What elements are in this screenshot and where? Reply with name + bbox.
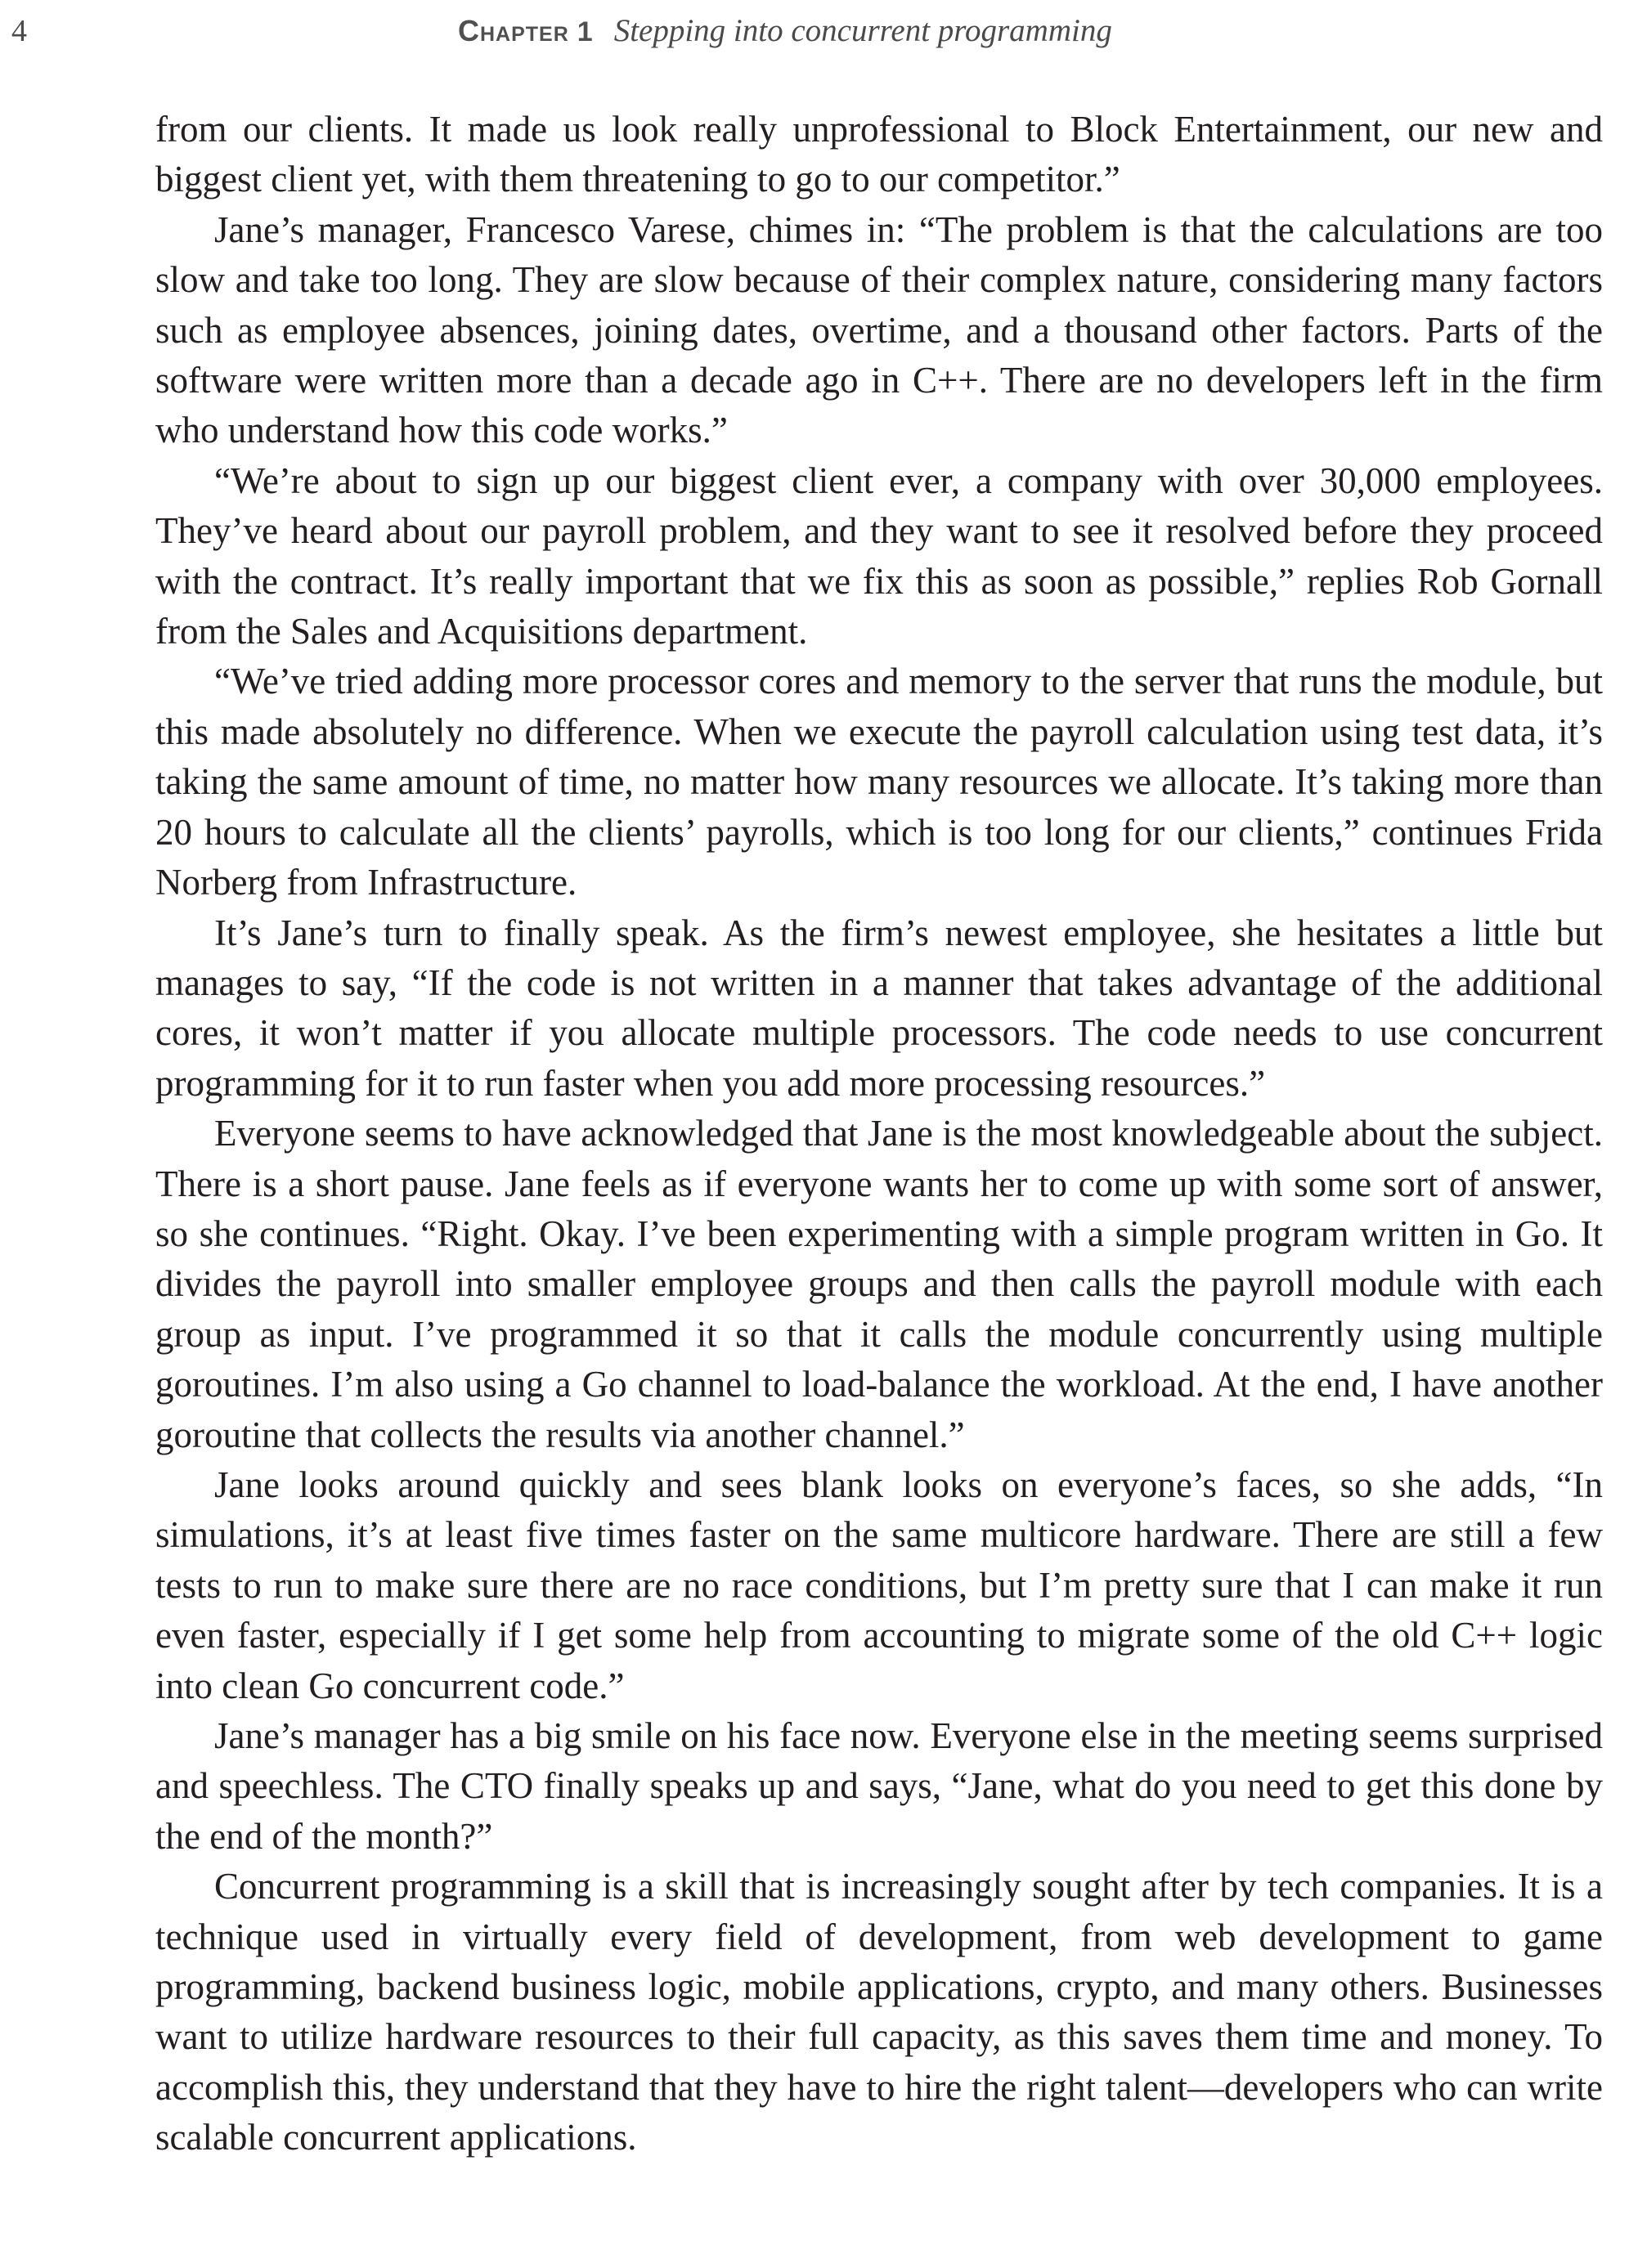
paragraph: Everyone seems to have acknowledged that Jane is the most knowledgeable about the subject. There is a short pause. Jane feels as if everyone wants her to come up with some sort of answer, so she continues. “Right. Okay. I’ve been experimenting with a simple program written in Go. It divides the payroll into smaller employee groups and then calls the payroll module with each group as input. I’ve programmed it so that it calls the module concurrently using multiple goroutines. I’m also using a Go channel to load-balance the workload. At the end, I have another goroutine that collects the results via another channel.”	[155, 1113, 1603, 1455]
paragraph: Jane looks around quickly and sees blank looks on everyone’s faces, so she adds, “In simulations, it’s at least five times faster on the same multicore hardware. There are still a few tests to run to make sure there are no race conditions, but I’m pretty sure that I can make it run even faster, especially if I get some help from accounting to migrate some of the old C++ logic into clean Go concurrent code.”	[155, 1463, 1603, 1706]
paragraph: “We’ve tried adding more processor cores and memory to the server that runs the module, but this made absolutely no difference. When we execute the payroll calculation using test data, it’s taking the same amount of time, no matter how many resources we allocate. It’s taking more than 20 hours to calculate all the clients’ payrolls, which is too long for our clients,” continues Frida Norberg from Infrastructure.	[155, 661, 1603, 903]
chapter-number: 1	[577, 16, 593, 47]
running-head	[0, 10, 1647, 52]
paragraph-continued: from our clients. It made us look really unprofessional to Block Entertainment, our new and biggest client yet, with them threatening to go to our competitor.”	[155, 109, 1603, 200]
body-text	[155, 105, 1603, 2163]
paragraph: Concurrent programming is a skill that is increasingly sought after by tech companies. It is a technique used in virtually every field of development, from web development to game programming, backend business logic, mobile applications, crypto, and many others. Businesses want to utilize hardware resources to their full capacity, as this saves them time and money. To accomplish this, they understand that they have to hire the right talent—developers who can write scalable concurrent applications.	[155, 1866, 1603, 2158]
paragraph: Jane’s manager, Francesco Varese, chimes in: “The problem is that the calculations are too slow and take too long. They are slow because of their complex nature, considering many factors such as employee absences, joining dates, overtime, and a thousand other factors. Parts of the software were written more than a decade ago in C++. There are no developers left in the firm who understand how this code works.”	[155, 208, 1603, 451]
paragraph: “We’re about to sign up our biggest client ever, a company with over 30,000 employees. They’ve heard about our payroll problem, and they want to see it resolved before they proceed with the contract. It’s really important that we fix this as soon as possible,” replies Rob Gornall from the Sales and Acquisitions department.	[155, 459, 1603, 652]
paragraph: It’s Jane’s turn to finally speak. As the firm’s newest employee, she hesitates a little but manages to say, “If the code is not written in a manner that takes advantage of the additional cores, it won’t matter if you allocate multiple processors. The code needs to use concurrent programming for it to run faster when you add more processing resources.”	[155, 912, 1603, 1104]
page-number: 4	[11, 14, 27, 48]
chapter-title: Stepping into concurrent programming	[613, 13, 1112, 48]
chapter-heading	[458, 10, 1112, 53]
paragraph: Jane’s manager has a big smile on his face now. Everyone else in the meeting seems surprised and speechless. The CTO finally speaks up and says, “Jane, what do you need to get this done by the end of the month?”	[155, 1715, 1603, 1857]
chapter-label: Chapter	[458, 14, 569, 47]
